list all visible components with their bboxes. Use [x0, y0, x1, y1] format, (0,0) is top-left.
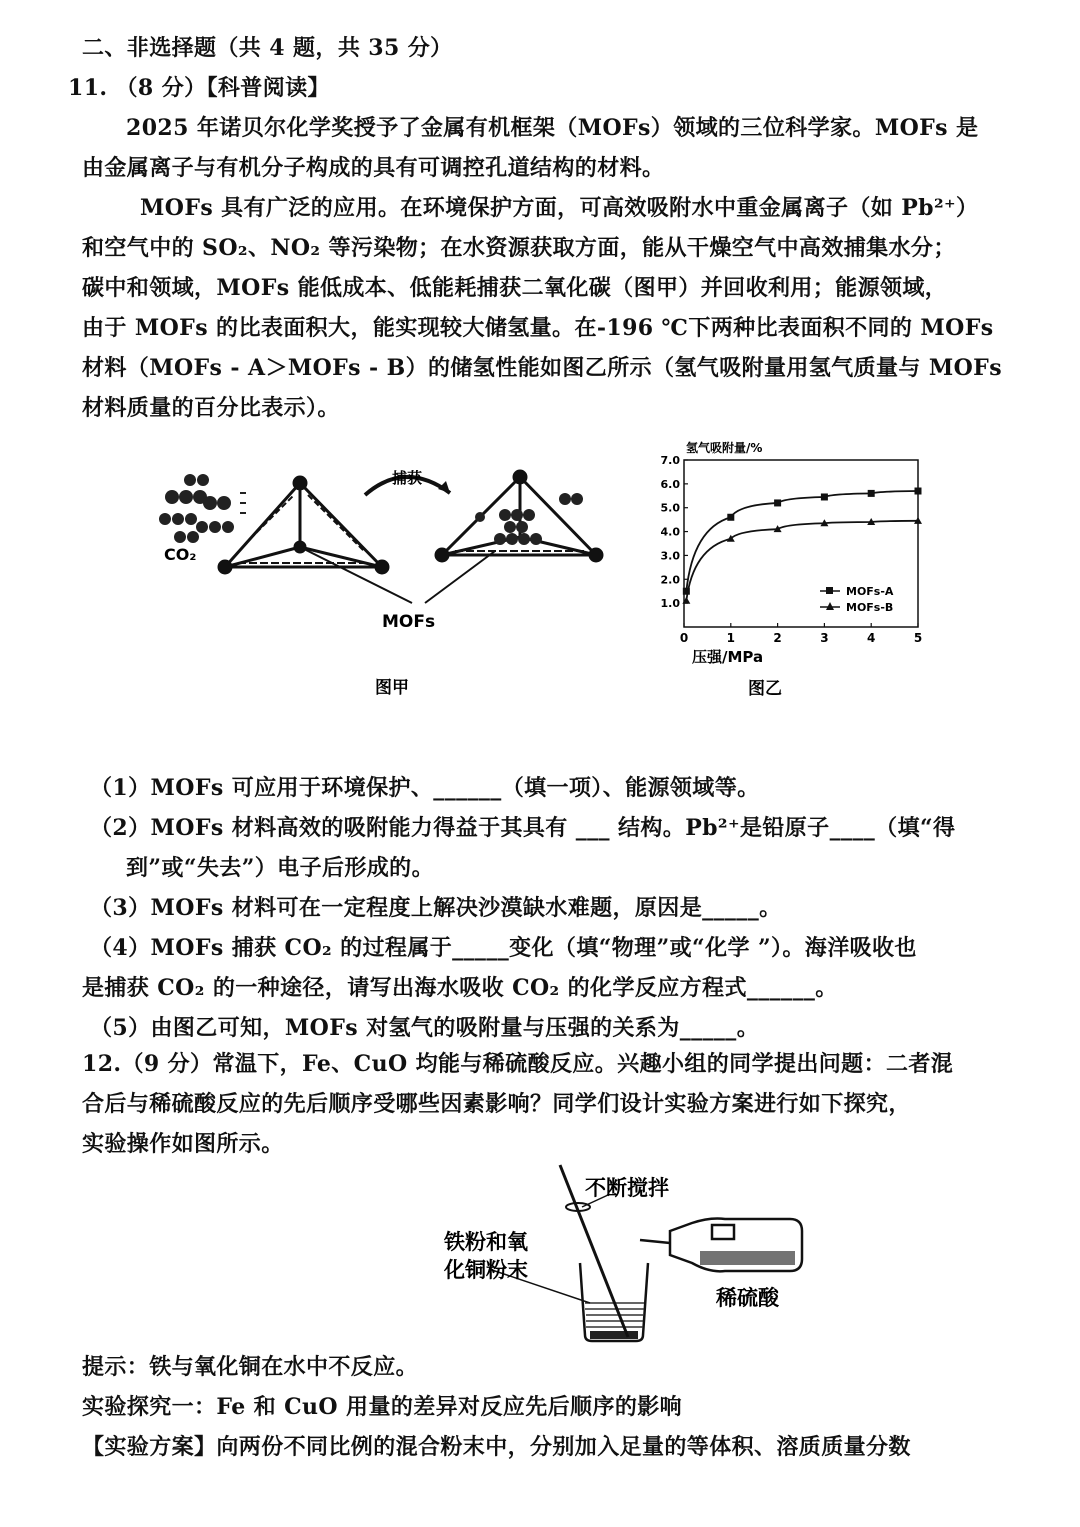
legend-mofs-a: MOFs-A	[846, 585, 894, 598]
q11-sub1: （1）MOFs 可应用于环境保护、______（填一项）、能源领域等。	[90, 775, 760, 801]
pointer-right	[425, 551, 495, 603]
q11-para1-line1: 2025 年诺贝尔化学奖授予了金属有机框架（MOFs）领域的三位科学家。MOFs 是	[126, 115, 979, 141]
q12-exp1: 实验探究一：Fe 和 CuO 用量的差异对反应先后顺序的影响	[82, 1394, 683, 1420]
q11-title: 11. （8 分）【科普阅读】	[68, 75, 330, 101]
q12-line2: 合后与稀硫酸反应的先后顺序受哪些因素影响？同学们设计实验方案进行如下探究，	[82, 1091, 911, 1117]
point-MOFs-A	[821, 493, 828, 500]
stir-label: 不断搅拌	[585, 1176, 669, 1200]
y-tick-label: 2.0	[660, 573, 680, 587]
section-header: 二、非选择题（共 4 题，共 35 分）	[82, 35, 453, 61]
q11-sub3: （3）MOFs 材料可在一定程度上解决沙漠缺水难题，原因是_____。	[90, 895, 782, 921]
y-tick-label: 7.0	[660, 454, 680, 467]
q11-sub2-line2: 到”或“失去”）电子后形成的。	[126, 855, 434, 881]
co2-captured-right	[475, 493, 583, 545]
co2-label: CO₂	[164, 545, 197, 564]
q11-para2-line1: MOFs 具有广泛的应用。在环境保护方面，可高效吸附水中重金属离子（如 Pb²⁺）	[140, 195, 979, 221]
x-tick-label: 2	[773, 631, 782, 645]
mofs-framework-left	[218, 476, 389, 574]
x-tick-label: 3	[820, 631, 829, 645]
acid-in-bottle	[700, 1251, 795, 1265]
co2-molecules-left	[159, 474, 234, 543]
q11-sub4-line2: 是捕获 CO₂ 的一种途径，请写出海水吸收 CO₂ 的化学反应方程式______。	[82, 975, 838, 1001]
q11-para1-line2: 由金属离子与有机分子构成的具有可调控孔道结构的材料。	[82, 155, 665, 181]
y-tick-label: 4.0	[660, 525, 680, 539]
chart-xlabel: 压强/MPa	[692, 648, 764, 666]
q11-para2-line2: 和空气中的 SO₂、NO₂ 等污染物；在水资源获取方面，能从干燥空气中高效捕集水分；	[82, 235, 956, 261]
legend-mofs-b: MOFs-B	[846, 601, 894, 614]
pointer-left	[300, 547, 412, 603]
q12-line3: 实验操作如图所示。	[82, 1131, 284, 1157]
q12-plan: 【实验方案】向两份不同比例的混合粉末中，分别加入足量的等体积、溶质质量分数	[82, 1434, 911, 1460]
y-tick-label: 5.0	[660, 501, 680, 515]
y-tick-label: 3.0	[660, 549, 680, 563]
powder-label-line2: 化铜粉末	[444, 1258, 528, 1282]
q11-para2-line5: 材料（MOFs - A＞MOFs - B）的储氢性能如图乙所示（氢气吸附量用氢气质量与 MOFs	[82, 355, 1002, 381]
q11-para2-line3: 碳中和领域，MOFs 能低成本、低能耗捕获二氧化碳（图甲）并回收利用；能源领域，	[82, 275, 948, 301]
figure-a-mofs-capture	[150, 455, 620, 700]
chart-legend	[820, 585, 894, 614]
co2-motion-dashes	[240, 493, 246, 513]
point-MOFs-A	[774, 499, 781, 506]
q11-sub5: （5）由图乙可知，MOFs 对氢气的吸附量与压强的关系为_____。	[90, 1015, 760, 1041]
capture-label: 捕获	[392, 469, 423, 487]
chart-ylabel: 氢气吸附量/%	[686, 441, 763, 455]
acid-label: 稀硫酸	[716, 1286, 779, 1310]
figure-experiment	[430, 1155, 810, 1350]
mofs-label: MOFs	[382, 612, 436, 632]
point-MOFs-A	[915, 488, 922, 495]
figure-b-caption: 图乙	[748, 679, 782, 699]
y-tick-label: 1.0	[660, 597, 680, 611]
x-tick-label: 1	[726, 631, 735, 645]
point-MOFs-A	[868, 490, 875, 497]
powder-layer	[590, 1331, 638, 1339]
y-tick-label: 6.0	[660, 477, 680, 491]
q11-sub4-line1: （4）MOFs 捕获 CO₂ 的过程属于_____变化（填“物理”或“化学 ”）。海洋吸收也	[90, 935, 917, 961]
powder-label-line1: 铁粉和氧	[444, 1230, 528, 1254]
x-tick-label: 0	[679, 631, 689, 645]
x-tick-label: 4	[867, 631, 876, 645]
q11-para2-line4: 由于 MOFs 的比表面积大，能实现较大储氢量。在-196 ℃下两种比表面积不同的 MOFs	[82, 315, 994, 341]
point-MOFs-A	[727, 514, 734, 521]
q11-sub2-line1: （2）MOFs 材料高效的吸附能力得益于其具有 ___ 结构。Pb²⁺是铅原子____（填“得	[90, 815, 956, 841]
figure-b-chart	[640, 436, 940, 704]
q11-para2-line6: 材料质量的百分比表示）。	[82, 395, 340, 421]
q12-hint: 提示：铁与氧化铜在水中不反应。	[82, 1354, 419, 1380]
figure-a-caption: 图甲	[375, 678, 409, 698]
q12-line1: 12.（9 分）常温下，Fe、CuO 均能与稀硫酸反应。兴趣小组的同学提出问题：二者混	[82, 1051, 954, 1077]
x-tick-label: 5	[913, 631, 923, 645]
